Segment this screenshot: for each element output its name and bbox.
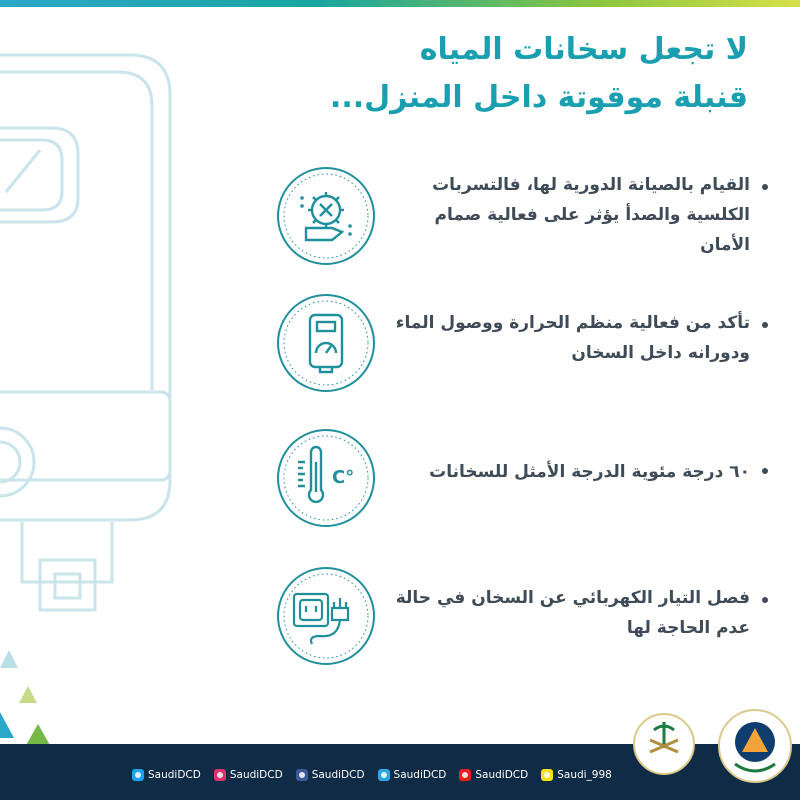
civil-defense-logo bbox=[719, 710, 791, 782]
social-handle: SaudiDCD bbox=[475, 769, 529, 781]
social-handle: SaudiDCD bbox=[311, 769, 365, 781]
title-line-2: قنبلة موقوتة داخل المنزل... bbox=[329, 80, 748, 115]
social-handle: SaudiDCD bbox=[393, 769, 447, 781]
tip-text-4: فصل التيار الكهربائي عن السخان في حالة عدم الحاجة لها bbox=[395, 588, 750, 638]
tip-text-2: تأكد من فعالية منظم الحرارة ووصول الماء ودورانه داخل السخان bbox=[395, 313, 750, 363]
social-handle: Saudi_998 bbox=[557, 769, 612, 781]
social-handle: SaudiDCD bbox=[229, 769, 283, 781]
celsius-label: C° bbox=[332, 467, 355, 488]
social-handle: SaudiDCD bbox=[148, 769, 201, 781]
tip-text-1: القيام بالصيانة الدورية لها، فالتسربات الكلسية والصدأ يؤثر على فعالية صمام الأمان bbox=[432, 175, 750, 255]
tip-text-3: ٦٠ درجة مئوية الدرجة الأمثل للسخانات bbox=[429, 462, 750, 482]
title-line-1: لا تجعل سخانات المياه bbox=[419, 32, 748, 67]
saudi-emblem-logo bbox=[634, 714, 694, 774]
